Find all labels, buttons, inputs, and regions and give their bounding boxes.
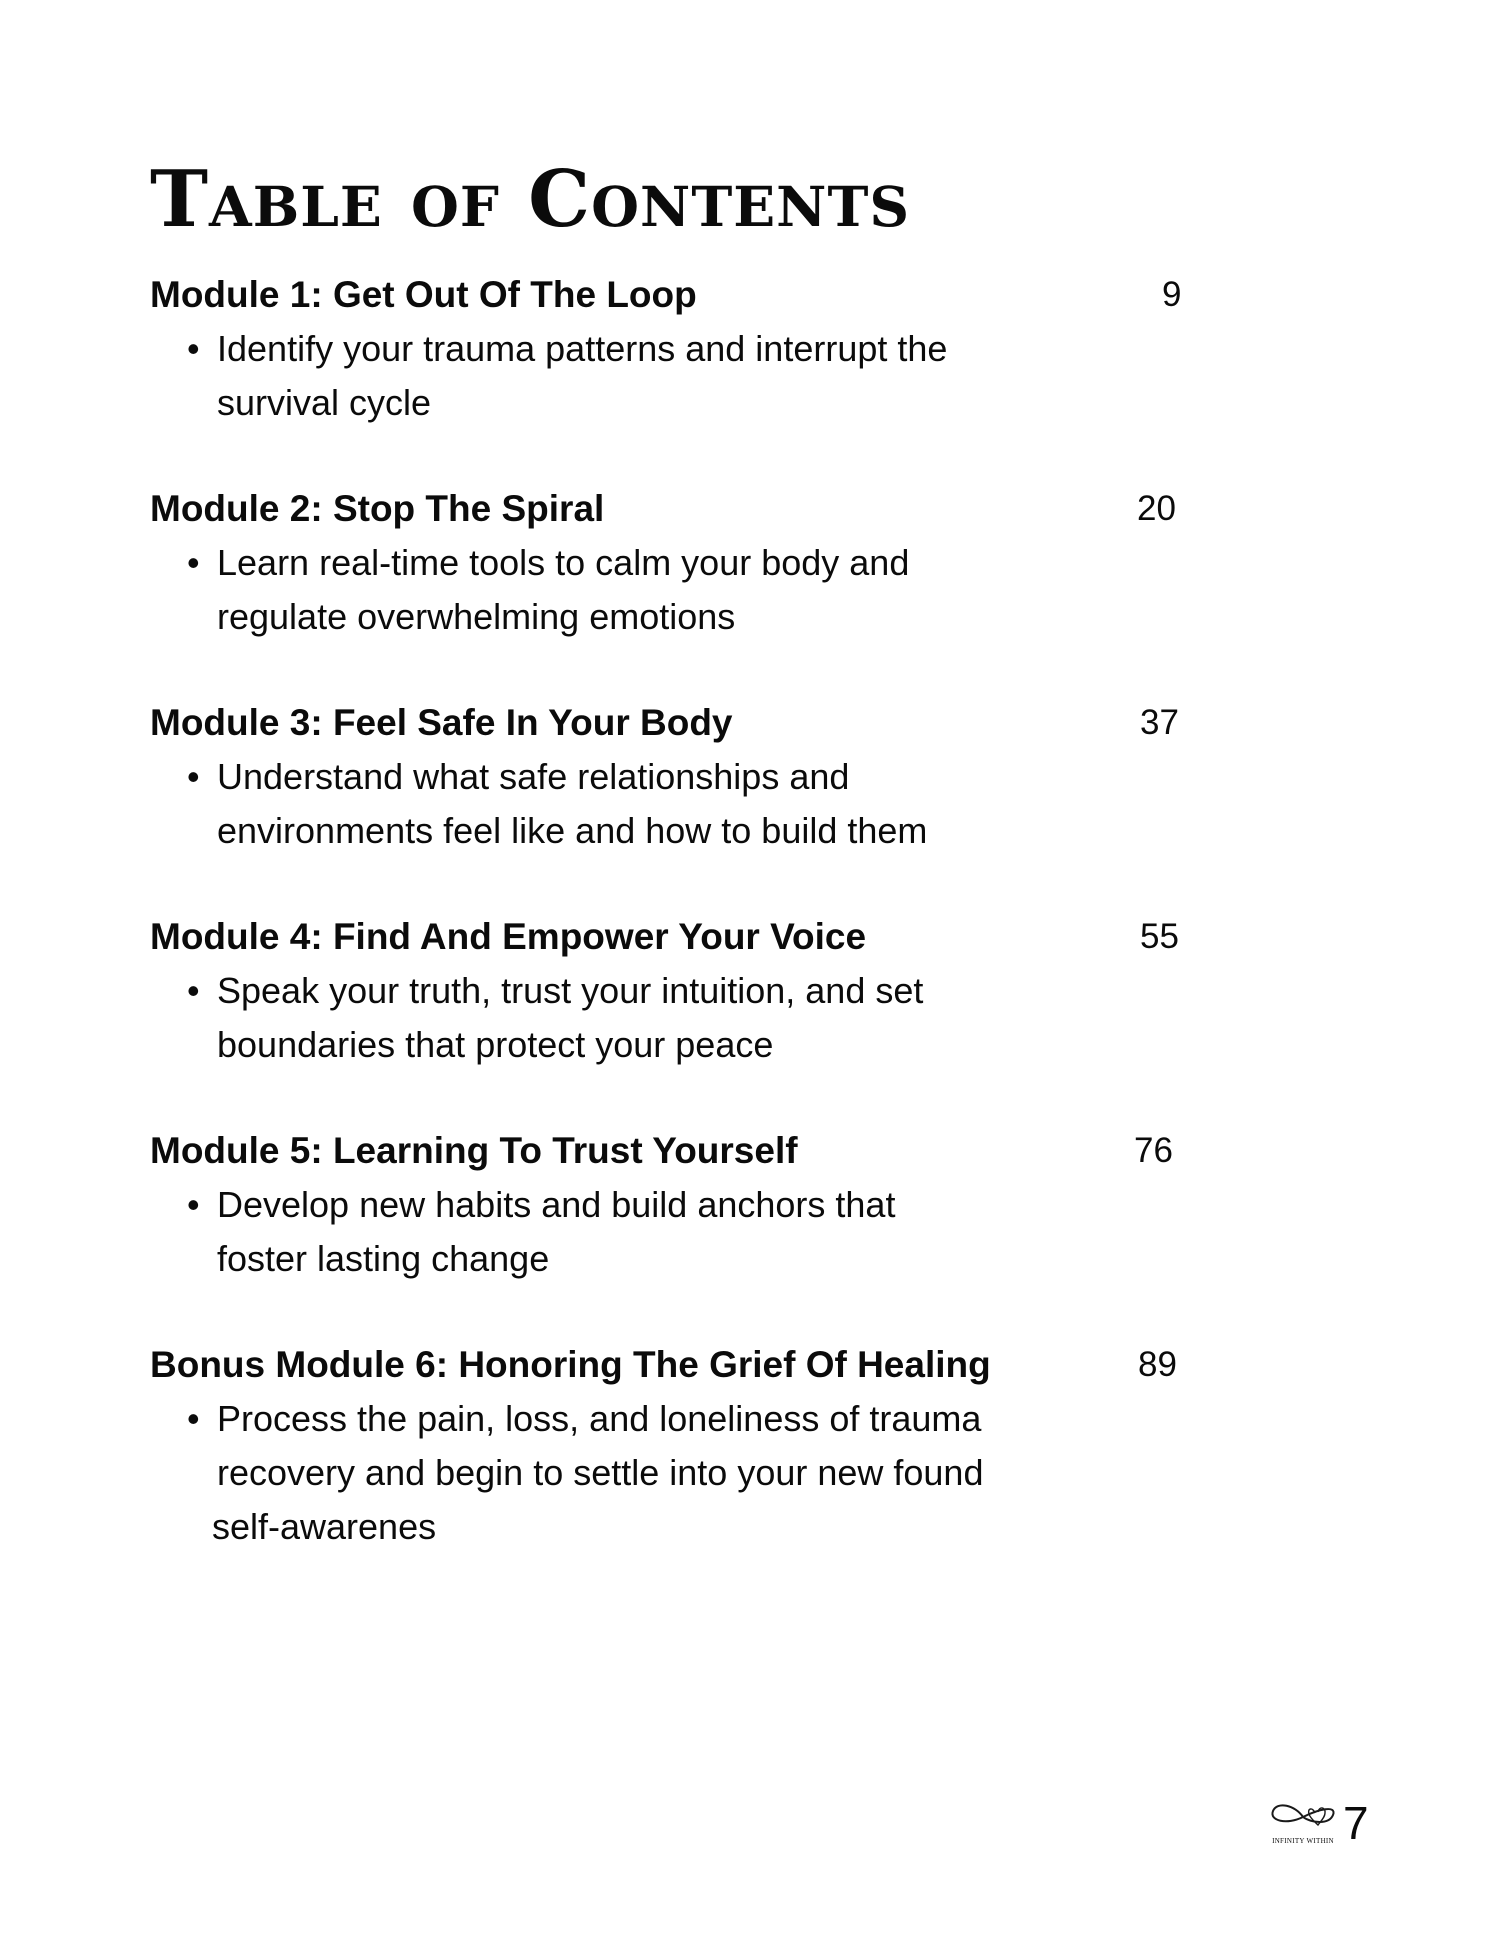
bullet-icon: • <box>187 542 200 583</box>
bullet-icon: • <box>187 970 200 1011</box>
toc-entry-title: Bonus Module 6: Honoring The Grief Of Healing <box>150 1344 991 1385</box>
toc-entry-bonus-module-6 <box>150 1338 1200 1554</box>
description-line: Develop new habits and build anchors that <box>217 1184 896 1225</box>
description-line: environments feel like and how to build them <box>217 810 928 851</box>
description-line: boundaries that protect your peace <box>217 1024 774 1065</box>
toc-entry-page-number: 37 <box>1140 703 1179 742</box>
description-line: Understand what safe relationships and <box>217 756 850 797</box>
toc-entry-module-3 <box>150 696 1200 858</box>
toc-entry-page-number: 89 <box>1138 1345 1177 1384</box>
bullet-icon: • <box>187 328 200 369</box>
toc-entry-module-1 <box>150 268 1200 430</box>
toc-entry-module-5 <box>150 1124 1200 1286</box>
toc-entry-title: Module 2: Stop The Spiral <box>150 488 605 529</box>
toc-entry-description <box>187 1392 1147 1554</box>
toc-entry-title: Module 5: Learning To Trust Yourself <box>150 1130 798 1171</box>
page-title: Table of Contents <box>150 154 911 245</box>
toc-entry-description <box>187 750 1147 858</box>
toc-entry-description <box>187 322 1147 430</box>
brand-logo <box>1263 1795 1343 1851</box>
toc-entry-module-2 <box>150 482 1200 644</box>
toc-entry-heading <box>150 910 1200 964</box>
toc-entry-page-number: 55 <box>1140 917 1179 956</box>
description-line: foster lasting change <box>217 1238 550 1279</box>
toc-entry-heading <box>150 1124 1200 1178</box>
toc-entry-page-number: 76 <box>1134 1131 1173 1170</box>
toc-entry-title: Module 4: Find And Empower Your Voice <box>150 916 867 957</box>
bullet-icon: • <box>187 756 200 797</box>
infinity-heart-icon <box>1263 1795 1343 1837</box>
description-line: regulate overwhelming emotions <box>217 596 736 637</box>
bullet-icon: • <box>187 1398 200 1439</box>
toc-entry-heading <box>150 696 1200 750</box>
toc-entry-title: Module 3: Feel Safe In Your Body <box>150 702 733 743</box>
toc-entry-module-4 <box>150 910 1200 1072</box>
logo-text: INFINITY WITHIN <box>1272 1837 1334 1845</box>
description-line: Learn real-time tools to calm your body and <box>217 542 910 583</box>
description-line: recovery and begin to settle into your new found <box>217 1452 984 1493</box>
bullet-icon: • <box>187 1184 200 1225</box>
toc-entry-page-number: 20 <box>1137 489 1176 528</box>
toc-entry-description <box>187 964 1147 1072</box>
toc-entry-title: Module 1: Get Out Of The Loop <box>150 274 697 315</box>
description-line: Identify your trauma patterns and interrupt the <box>217 328 948 369</box>
toc-entry-heading <box>150 1338 1200 1392</box>
page-footer <box>1263 1795 1373 1855</box>
toc-entry-description <box>187 1178 1147 1286</box>
description-line: self-awarenes <box>212 1506 437 1547</box>
toc-entry-heading <box>150 268 1200 322</box>
toc-entry-heading <box>150 482 1200 536</box>
description-line: Process the pain, loss, and loneliness of trauma <box>217 1398 982 1439</box>
toc-entry-page-number: 9 <box>1162 275 1182 314</box>
description-line: survival cycle <box>217 382 432 423</box>
description-line: Speak your truth, trust your intuition, and set <box>217 970 924 1011</box>
toc-entry-description <box>187 536 1147 644</box>
page-number: 7 <box>1343 1797 1369 1849</box>
